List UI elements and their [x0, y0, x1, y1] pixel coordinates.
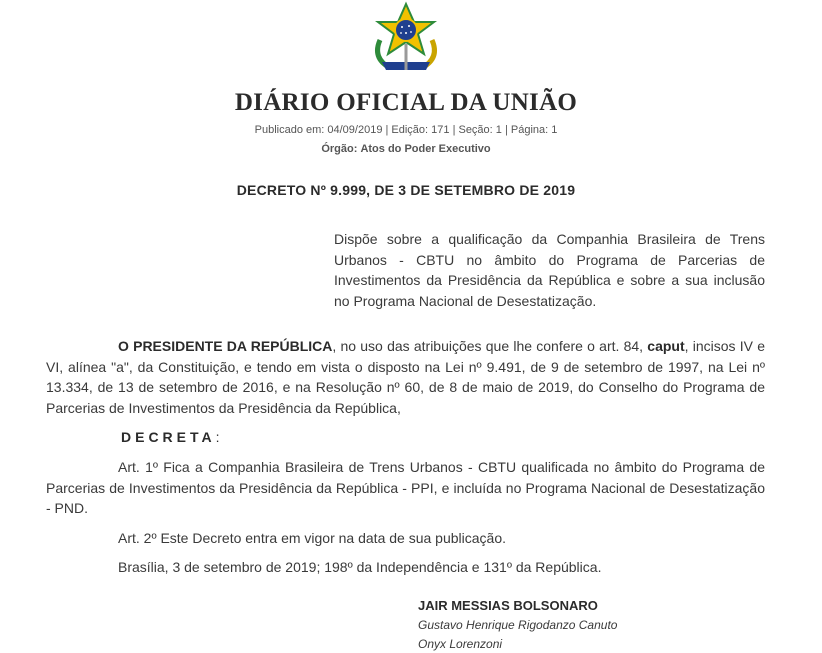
- page-title: DIÁRIO OFICIAL DA UNIÃO: [234, 89, 578, 116]
- decree-title: DECRETO Nº 9.999, DE 3 DE SETEMBRO DE 2019: [236, 182, 576, 198]
- decreta-heading: [121, 429, 220, 445]
- decree-preamble: [46, 336, 765, 418]
- place-date: Brasília, 3 de setembro de 2019; 198º da Independência e 131º da República.: [118, 559, 602, 575]
- signer-name: JAIR MESSIAS BOLSONARO: [418, 598, 598, 613]
- decree-ementa: Dispõe sobre a qualificação da Companhia Brasileira de Trens Urbanos - CBTU no âmbito do Programa de Parcerias de Investimentos da Presidência da República e sobre a sua inclusão no Programa Nacional de Desestatização.: [334, 231, 765, 309]
- preamble-part1: , no uso das atribuições que lhe confere o art. 84,: [332, 338, 644, 354]
- preamble-subject: O PRESIDENTE DA REPÚBLICA: [118, 338, 333, 354]
- cosigner-name: Onyx Lorenzoni: [418, 637, 503, 651]
- cosigner-name: Gustavo Henrique Rigodanzo Canuto: [418, 618, 618, 632]
- brazil-coat-of-arms-icon: [366, 0, 446, 74]
- decreta-colon: :: [215, 429, 220, 445]
- article-2: Art. 2º Este Decreto entra em vigor na data de sua publicação.: [118, 530, 506, 546]
- preamble-caput: caput: [647, 338, 685, 354]
- publication-info: Publicado em: 04/09/2019 | Edição: 171 | Seção: 1 | Página: 1: [254, 124, 558, 136]
- orgao-line: [0, 143, 812, 155]
- orgao-label: Órgão:: [321, 143, 358, 155]
- preamble-part2: , incisos IV e VI, alínea "a", da Constituição, e tendo em vista o disposto na Lei nº 9.491, de 9 de setembro de 1997, na Lei nº 13.334, de 13 de setembro de 2016, e na Resolução nº 60, de 8 de maio de 2019, do Conselho do Programa de Parcerias de Investimentos da Presidência da República,: [46, 338, 765, 416]
- decreta-word: DECRETA: [121, 429, 216, 445]
- orgao-value: Atos do Poder Executivo: [360, 143, 491, 155]
- article-1: Art. 1º Fica a Companhia Brasileira de Trens Urbanos - CBTU qualificada no âmbito do Programa de Parcerias de Investimentos da Presidência da República - PPI, e incluída no Programa Nacional de Desestatização - PND.: [46, 459, 765, 516]
